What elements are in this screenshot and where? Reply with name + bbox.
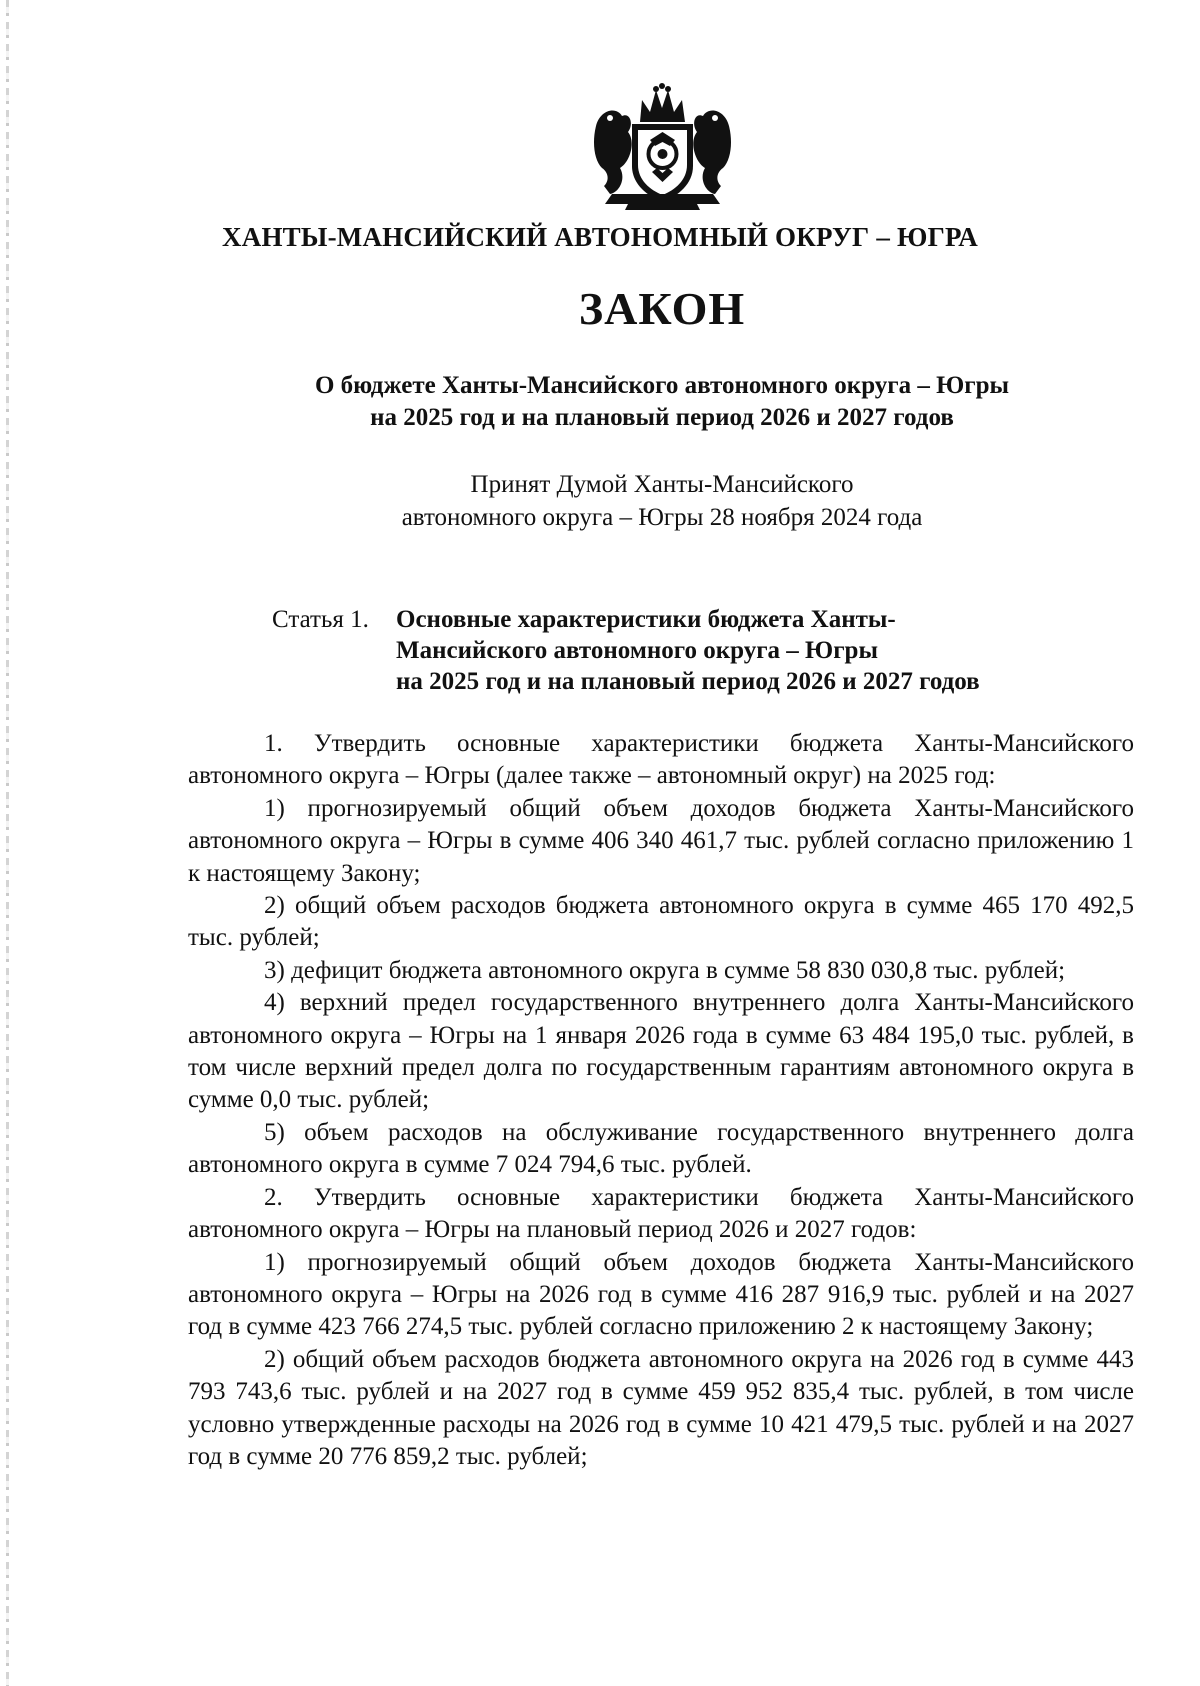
paragraph: 2) общий объем расходов бюджета автономного округа на 2026 год в сумме 443 793 743,6 тыс. рублей и на 2027 год в сумме 459 952 835,4 тыс. рублей, в том числе условно утвержденные расходы на 2026 год в сумме 10 421 479,5 тыс. рублей и на 2027 год в сумме 20 776 859,2 тыс. рублей; — [188, 1345, 1134, 1470]
article-body — [188, 728, 1134, 1473]
document-type: ЗАКОН — [578, 283, 746, 334]
paragraph: 1) прогнозируемый общий объем доходов бюджета Ханты-Мансийского автономного округа – Югры на 2026 год в сумме 416 287 916,9 тыс. рублей и на 2027 год в сумме 423 766 274,5 тыс. рублей согласно приложению 2 к настоящему Закону; — [188, 1248, 1134, 1341]
paragraph: 4) верхний предел государственного внутреннего долга Ханты-Мансийского автономного округа – Югры на 1 января 2026 года в сумме 63 484 195,0 тыс. рублей, в том числе верхний предел долга по государственным гарантиям автономного округа в сумме 0,0 тыс. рублей; — [188, 989, 1134, 1114]
paragraph: 3) дефицит бюджета автономного округа в сумме 58 830 030,8 тыс. рублей; — [264, 956, 1066, 984]
paragraph: 2. Утвердить основные характеристики бюджета Ханты-Мансийского автономного округа – Югры на плановый период 2026 и 2027 годов: — [188, 1183, 1134, 1244]
subject-line: на 2025 год и на плановый период 2026 и 2027 годов — [370, 404, 954, 431]
adoption-note — [0, 468, 1200, 534]
paragraph: 5) объем расходов на обслуживание государственного внутреннего долга автономного округа в сумме 7 024 794,6 тыс. рублей. — [188, 1118, 1134, 1179]
paragraph: 1) прогнозируемый общий объем доходов бюджета Ханты-Мансийского автономного округа – Югры в сумме 406 340 461,7 тыс. рублей согласно приложению 1 к настоящему Закону; — [188, 794, 1134, 887]
article-title-line: Мансийского автономного округа – Югры — [396, 637, 878, 664]
coat-of-arms-icon — [590, 82, 735, 212]
adoption-line: автономного округа – Югры 28 ноября 2024 года — [401, 504, 923, 531]
article-label: Статья 1. — [272, 606, 369, 633]
article-title — [396, 604, 1036, 697]
adoption-line: Принят Думой Ханты-Мансийского — [470, 471, 854, 498]
paragraph: 2) общий объем расходов бюджета автономного округа в сумме 465 170 492,5 тыс. рублей; — [188, 892, 1134, 952]
document-subject — [0, 370, 1200, 434]
paragraph: 1. Утвердить основные характеристики бюджета Ханты-Мансийского автономного округа – Югры (далее также – автономный округ) на 2025 год: — [188, 730, 1134, 790]
article-title-line: на 2025 год и на плановый период 2026 и 2027 годов — [396, 668, 980, 695]
subject-line: О бюджете Ханты-Мансийского автономного округа – Югры — [314, 372, 1010, 399]
article-title-line: Основные характеристики бюджета Ханты- — [396, 606, 896, 633]
region-title: ХАНТЫ-МАНСИЙСКИЙ АВТОНОМНЫЙ ОКРУГ – ЮГРА — [222, 222, 978, 252]
